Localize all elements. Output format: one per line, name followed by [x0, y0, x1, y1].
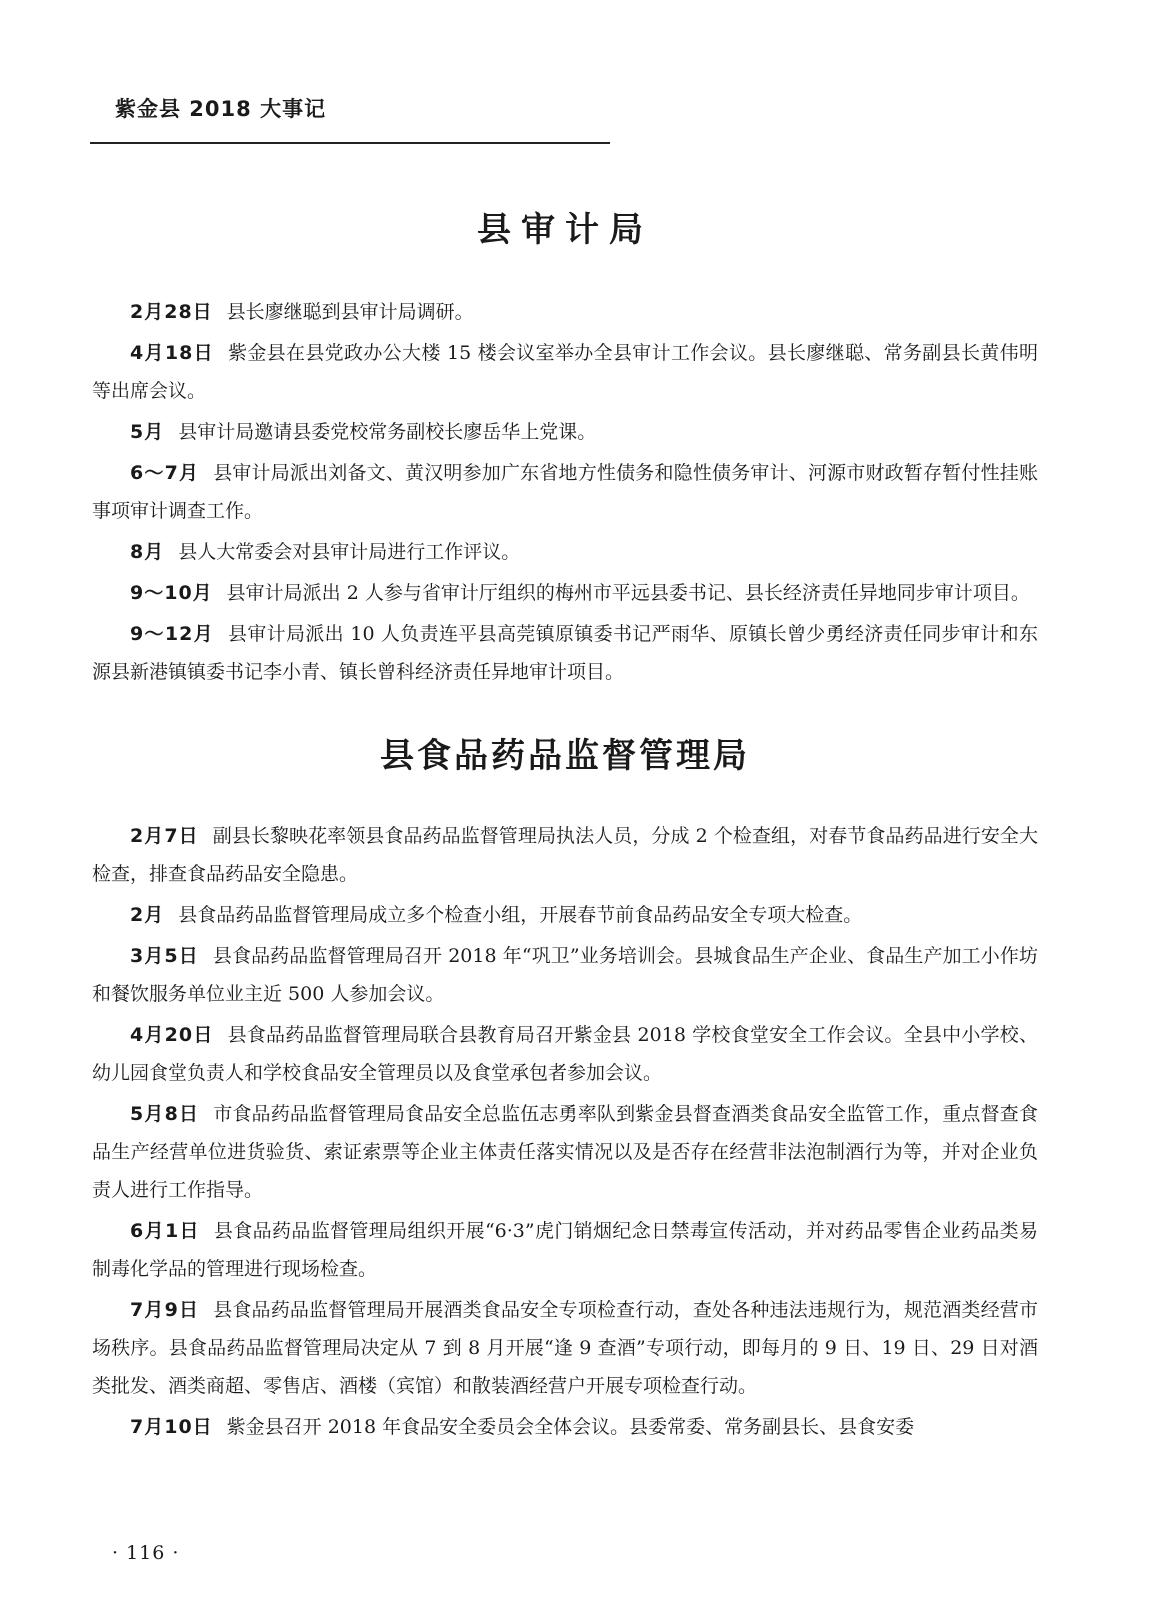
entry — [92, 615, 1038, 691]
entry — [92, 293, 1038, 331]
audit-bureau-entries — [92, 293, 1038, 691]
entry-text: 市食品药品监督管理局食品安全总监伍志勇率队到紫金县督查酒类食品安全监管工作，重点督查食品生产经营单位进货验货、索证索票等企业主体责任落实情况以及是否存在经营非法泡制酒行为等，并对企业负责人进行工作指导。 — [92, 1103, 1038, 1201]
entry-date: 9～12月 — [130, 623, 214, 645]
entry-date: 5月 — [130, 421, 165, 443]
entry — [92, 1016, 1038, 1092]
entry — [92, 454, 1038, 530]
section-title-audit-bureau: 县审计局 — [477, 210, 653, 250]
entry-text: 县食品药品监督管理局成立多个检查小组，开展春节前食品药品安全专项大检查。 — [178, 904, 863, 926]
entry-text: 县食品药品监督管理局开展酒类食品安全专项检查行动，查处各种违法违规行为，规范酒类经营市场秩序。县食品药品监督管理局决定从 7 到 8 月开展“逢 9 查酒”专项行动，即每月的 9 日、19 日、29 日对酒类批发、酒类商超、零售店、酒楼（宾馆）和散装酒经营户开展专项检查行动。 — [92, 1299, 1038, 1397]
entry-text: 县审计局派出 2 人参与省审计厅组织的梅州市平远县委书记、县长经济责任异地同步审计项目。 — [226, 582, 1030, 604]
entry-date: 2月 — [130, 904, 165, 926]
entry-date: 2月28日 — [130, 301, 213, 323]
entry-text: 县人大常委会对县审计局进行工作评议。 — [178, 541, 521, 563]
entry — [92, 334, 1038, 410]
entry-text: 县食品药品监督管理局召开 2018 年“巩卫”业务培训会。县城食品生产企业、食品生产加工小作坊和餐饮服务单位业主近 500 人参加会议。 — [92, 945, 1038, 1005]
entry-text: 县食品药品监督管理局组织开展“6·3”虎门销烟纪念日禁毒宣传活动，并对药品零售企业药品类易制毒化学品的管理进行现场检查。 — [92, 1220, 1038, 1280]
entry-date: 8月 — [130, 541, 165, 563]
entry-date: 7月9日 — [130, 1299, 200, 1321]
entry — [92, 1212, 1038, 1288]
entry — [92, 574, 1038, 612]
entry — [92, 817, 1038, 893]
entry — [92, 533, 1038, 571]
entry-text: 县审计局派出刘备文、黄汉明参加广东省地方性债务和隐性债务审计、河源市财政暂存暂付性挂账事项审计调查工作。 — [92, 462, 1038, 522]
running-header: 紫金县 2018 大事记 — [115, 97, 327, 121]
page-content — [92, 205, 1038, 1449]
entry — [92, 1408, 1038, 1446]
entry-text: 紫金县在县党政办公大楼 15 楼会议室举办全县审计工作会议。县长廖继聪、常务副县长黄伟明等出席会议。 — [92, 342, 1038, 402]
section-title-food-drug-bureau: 县食品药品监督管理局 — [380, 736, 750, 776]
entry-date: 3月5日 — [130, 945, 199, 967]
entry-text: 副县长黎映花率领县食品药品监督管理局执法人员，分成 2 个检查组，对春节食品药品进行安全大检查，排查食品药品安全隐患。 — [92, 825, 1038, 885]
entry-date: 7月10日 — [130, 1416, 213, 1438]
entry — [92, 896, 1038, 934]
entry-text: 县审计局邀请县委党校常务副校长廖岳华上党课。 — [178, 421, 597, 443]
page-number: · 116 · — [112, 1542, 180, 1564]
entry-date: 6月1日 — [130, 1220, 200, 1242]
entry-date: 4月20日 — [130, 1024, 214, 1046]
entry — [92, 1095, 1038, 1209]
entry-date: 9～10月 — [130, 582, 213, 604]
entry — [92, 937, 1038, 1013]
entry-text: 县长廖继聪到县审计局调研。 — [226, 301, 474, 323]
food-drug-bureau-entries — [92, 817, 1038, 1446]
entry-date: 4月18日 — [130, 342, 214, 364]
entry-text: 紫金县召开 2018 年食品安全委员会全体会议。县委常委、常务副县长、县食安委 — [226, 1416, 915, 1438]
entry-text: 县食品药品监督管理局联合县教育局召开紫金县 2018 学校食堂安全工作会议。全县中小学校、幼儿园食堂负责人和学校食品安全管理员以及食堂承包者参加会议。 — [92, 1024, 1038, 1084]
header-rule — [90, 142, 610, 144]
entry-date: 5月8日 — [130, 1103, 200, 1125]
entry — [92, 413, 1038, 451]
entry-date: 6～7月 — [130, 462, 200, 484]
entry-text: 县审计局派出 10 人负责连平县高莞镇原镇委书记严雨华、原镇长曾少勇经济责任同步审计和东源县新港镇镇委书记李小青、镇长曾科经济责任异地审计项目。 — [92, 623, 1038, 683]
entry-date: 2月7日 — [130, 825, 199, 847]
entry — [92, 1291, 1038, 1405]
